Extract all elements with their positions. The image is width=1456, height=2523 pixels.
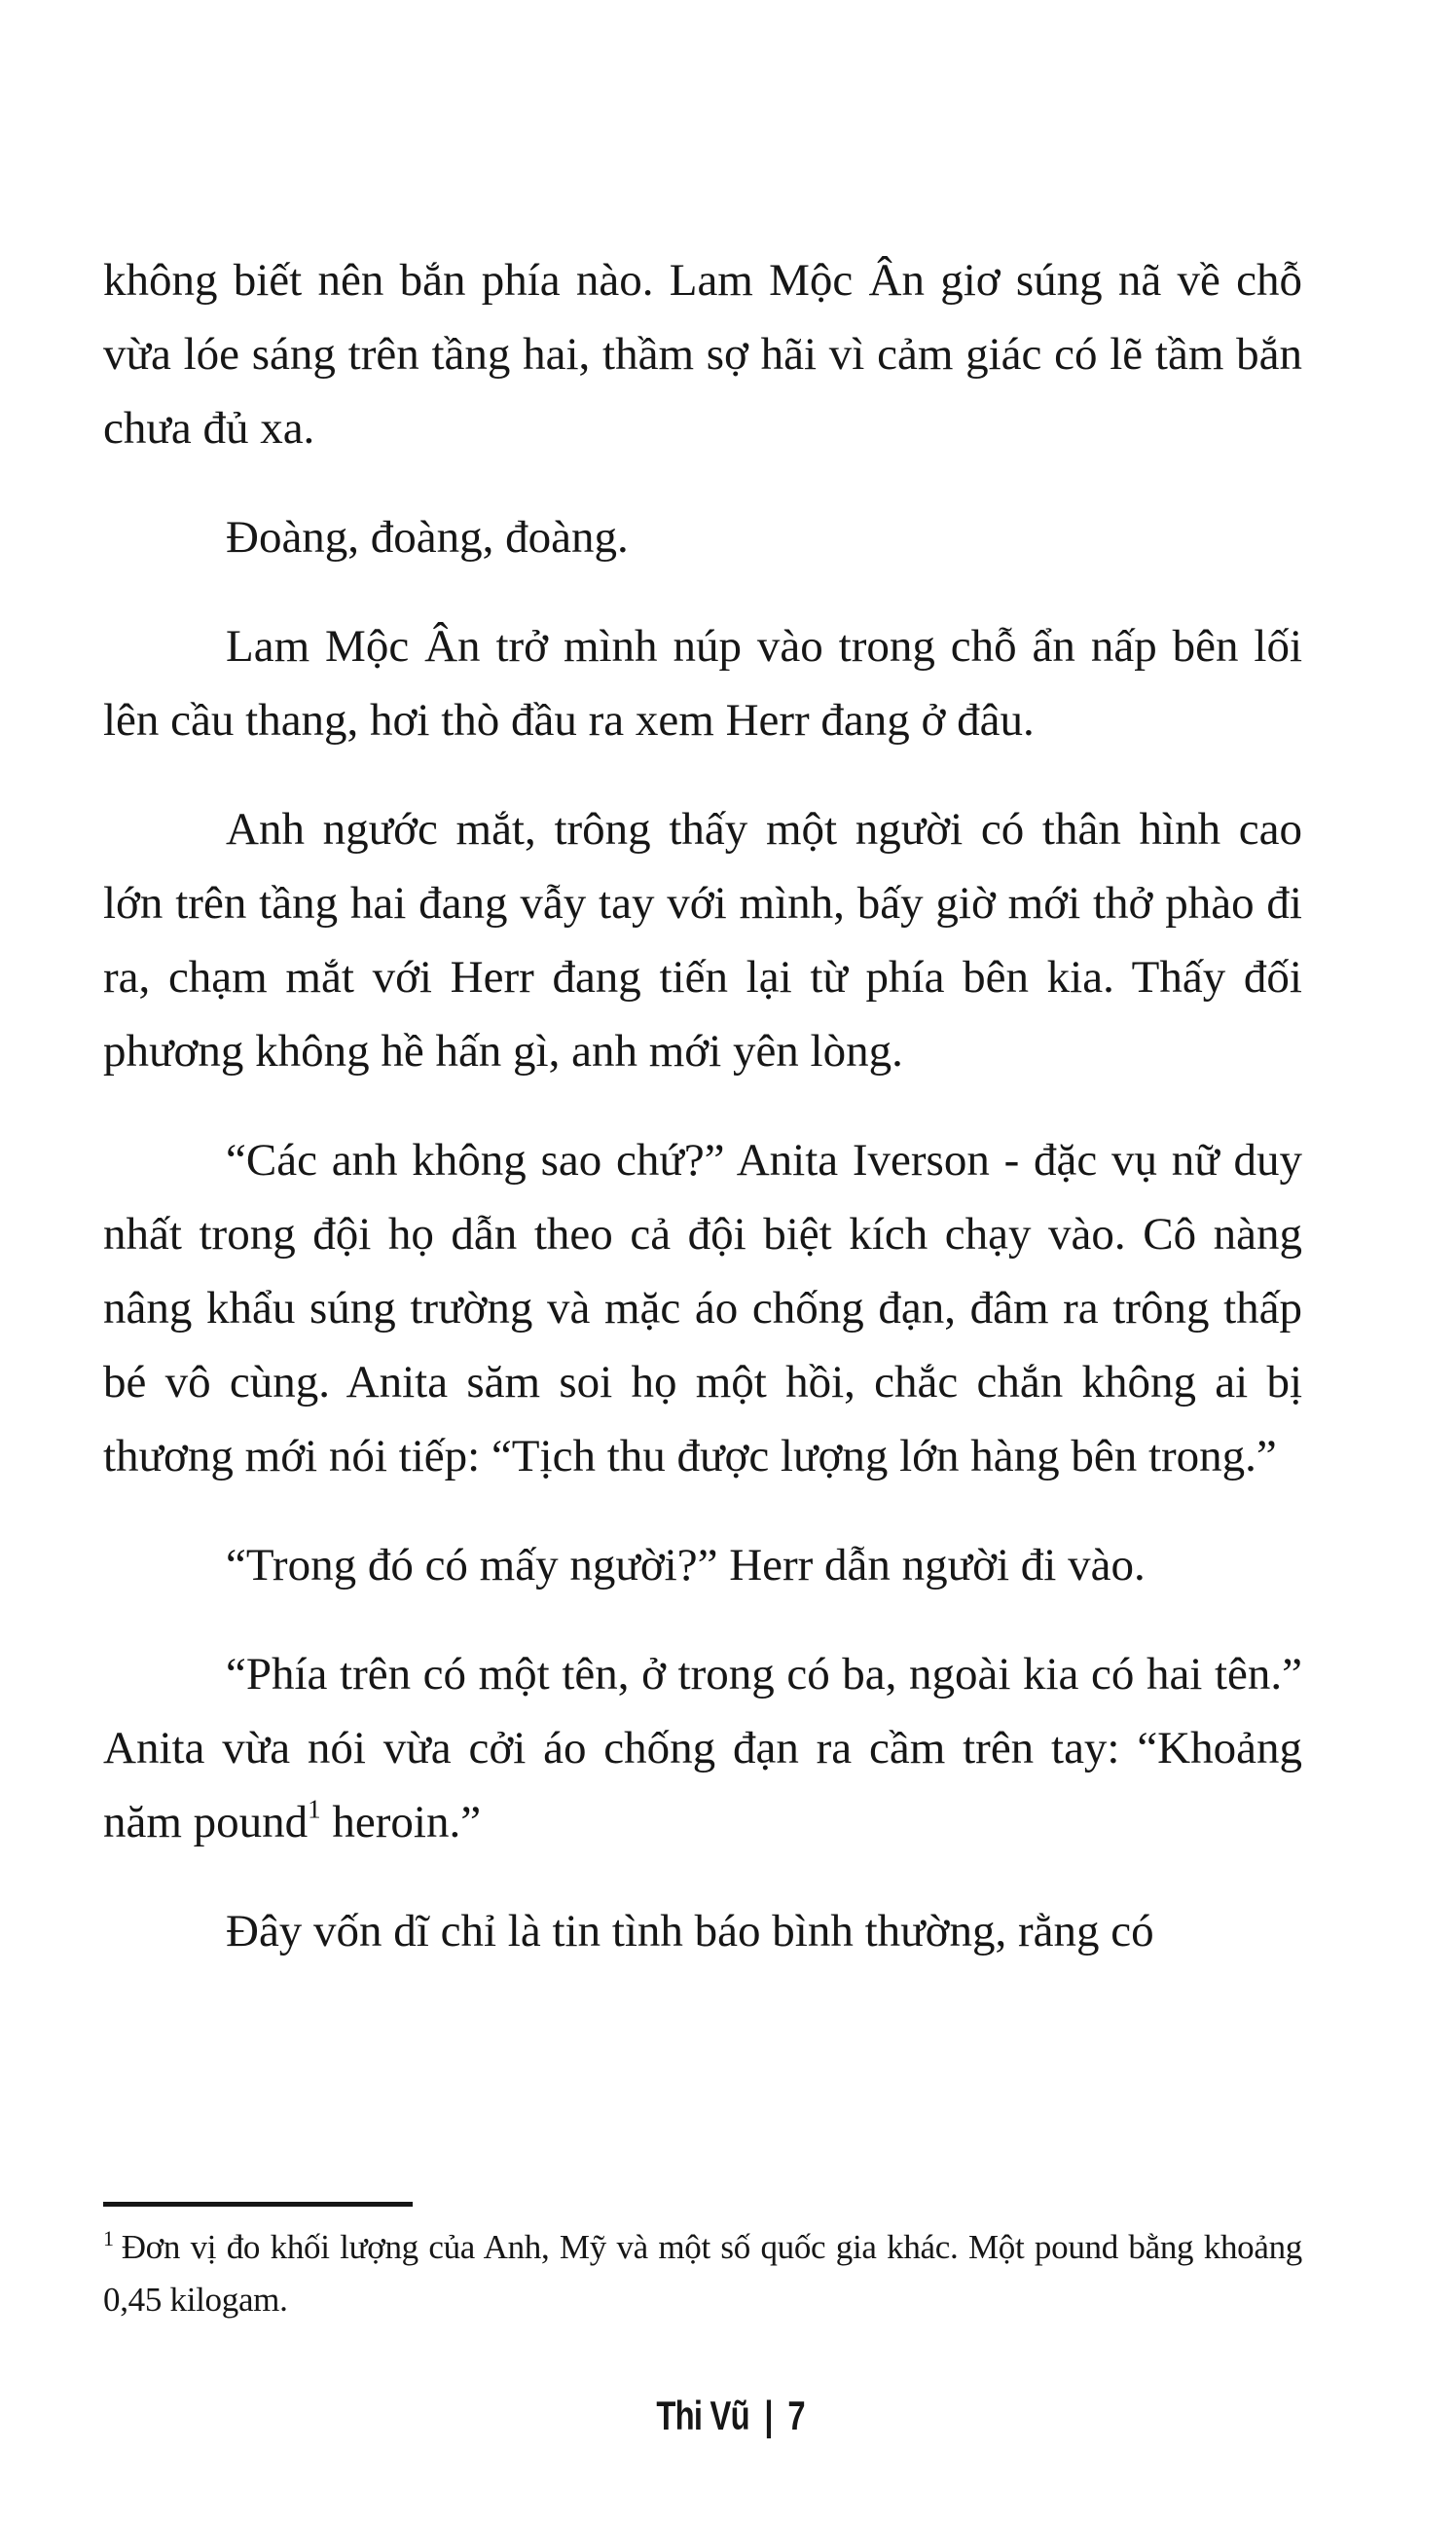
body-text: [103, 243, 1302, 1968]
footnote-number: 1: [103, 2225, 114, 2250]
footer-separator: |: [764, 2393, 773, 2438]
paragraph-with-footnote-ref: [103, 1637, 1302, 1859]
book-title: Thi Vũ: [656, 2393, 749, 2438]
paragraph: “Các anh không sao chứ?” Anita Iverson - đặc vụ nữ duy nhất trong đội họ dẫn theo cả đội biệt kích chạy vào. Cô nàng nâng khẩu súng trường và mặc áo chống đạn, đâm ra trông thấp bé vô cùng. Anita săm soi họ một hồi, chắc chắn không ai bị thương mới nói tiếp: “Tịch thu được lượng lớn hàng bên trong.”: [103, 1135, 1302, 1481]
paragraph-continued: không biết nên bắn phía nào. Lam Mộc Ân giơ súng nã về chỗ vừa lóe sáng trên tầng hai, thầm sợ hãi vì cảm giác có lẽ tầm bắn chưa đủ xa.: [103, 255, 1302, 454]
paragraph: Đoàng, đoàng, đoàng.: [226, 512, 629, 563]
paragraph-text: heroin.”: [320, 1797, 482, 1847]
paragraph: “Trong đó có mấy người?” Herr dẫn người đi vào.: [226, 1540, 1146, 1591]
footnote: [103, 2221, 1302, 2326]
paragraph-text: “Phía trên có một tên, ở trong có ba, ngoài kia có hai tên.” Anita vừa nói vừa cởi áo chống đạn ra cầm trên tay: “Khoảng năm pound: [103, 1649, 1302, 1847]
paragraph: Đây vốn dĩ chỉ là tin tình báo bình thường, rằng có: [226, 1906, 1154, 1956]
footnote-reference: 1: [308, 1794, 321, 1824]
footnote-text: Đơn vị đo khối lượng của Anh, Mỹ và một số quốc gia khác. Một pound bằng khoảng 0,45 kilogam.: [103, 2228, 1302, 2319]
paragraph: Lam Mộc Ân trở mình núp vào trong chỗ ẩn nấp bên lối lên cầu thang, hơi thò đầu ra xem Herr đang ở đâu.: [103, 621, 1302, 746]
page-number: 7: [787, 2393, 805, 2438]
paragraph: Anh ngước mắt, trông thấy một người có thân hình cao lớn trên tầng hai đang vẫy tay với mình, bấy giờ mới thở phào đi ra, chạm mắt với Herr đang tiến lại từ phía bên kia. Thấy đối phương không hề hấn gì, anh mới yên lòng.: [103, 804, 1302, 1077]
footnote-divider: [103, 2202, 413, 2207]
running-footer: [163, 2390, 1298, 2442]
